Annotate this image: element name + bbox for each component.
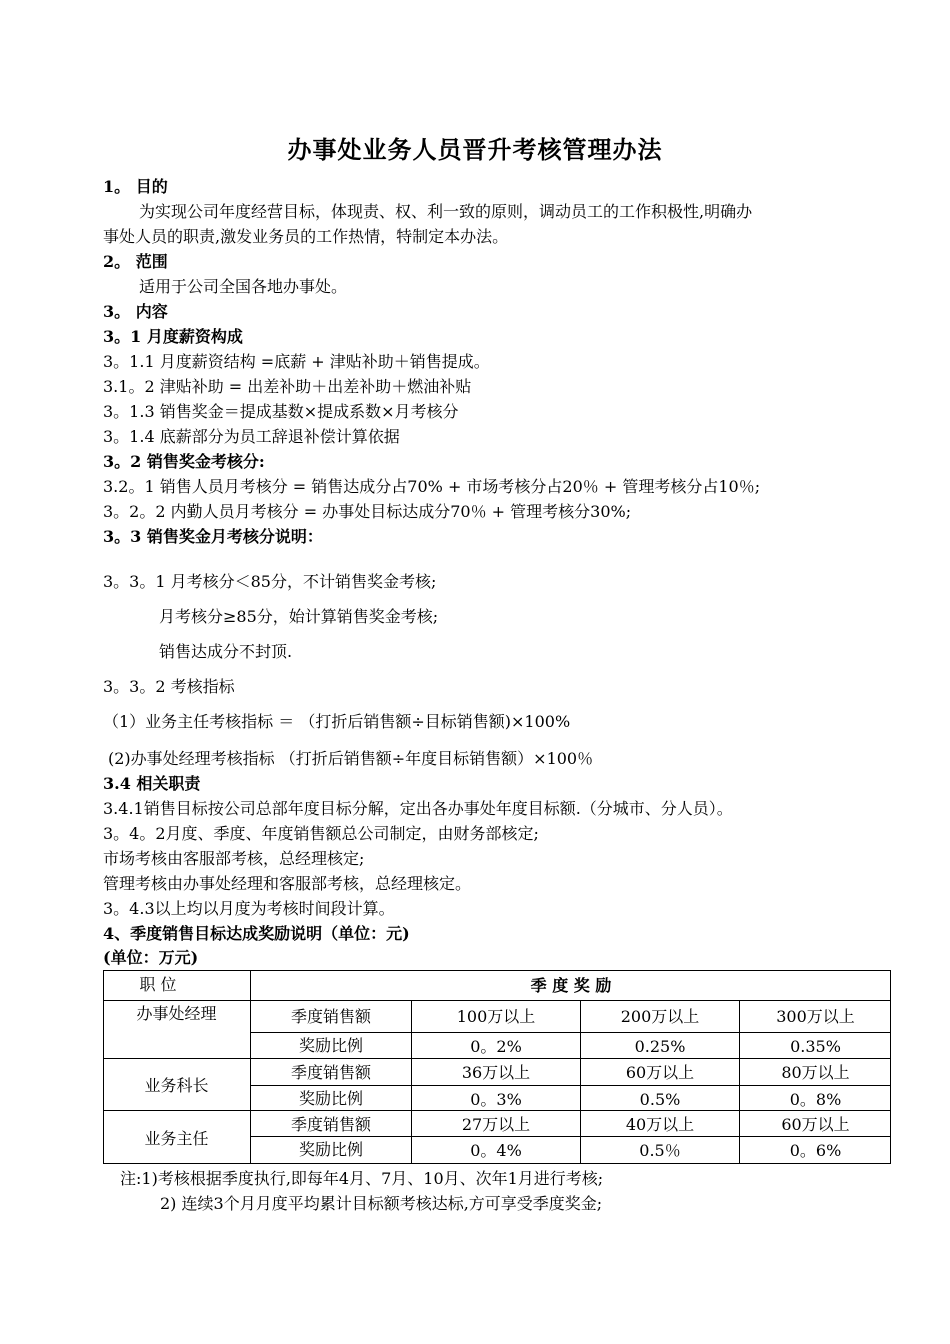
role-office-manager: 办事处经理 — [136, 1004, 217, 1023]
role-supervisor: 业务主任 — [144, 1129, 209, 1148]
section-3-3-2-item1: （1）业务主任考核指标 ＝ （打折后销售额÷目标销售额)×100% — [103, 712, 571, 731]
sales-value: 27万以上 — [461, 1115, 531, 1134]
section-3-3-1-b: 月考核分≥85分，始计算销售奖金考核; — [159, 607, 439, 626]
ratio-value: 0。6% — [789, 1141, 842, 1160]
section-3-1-heading: 3。1 月度薪资构成 — [103, 327, 243, 346]
document-title: 办事处业务人员晋升考核管理办法 — [287, 135, 663, 164]
section-3-1-4: 3。1.4 底薪部分为员工辞退补偿计算依据 — [103, 427, 400, 446]
section-3-4-2-c: 管理考核由办事处经理和客服部考核，总经理核定。 — [103, 874, 472, 893]
header-position: 职 位 — [139, 975, 177, 994]
section-3-3-1-c: 销售达成分不封顶. — [159, 642, 293, 661]
sales-value: 200万以上 — [620, 1007, 700, 1026]
note-2: 2) 连续3个月月度平均累计目标额考核达标,方可享受季度奖金; — [160, 1194, 603, 1213]
sales-label: 季度销售额 — [290, 1115, 371, 1134]
sales-label: 季度销售额 — [290, 1063, 371, 1082]
section-2-text: 适用于公司全国各地办事处。 — [139, 277, 348, 296]
sales-value: 36万以上 — [461, 1063, 531, 1082]
section-4-heading: 4、季度销售目标达成奖励说明（单位：元) — [103, 924, 410, 943]
ratio-label: 奖励比例 — [298, 1036, 363, 1055]
section-1-text-line1: 为实现公司年度经营目标，体现责、权、利一致的原则，调动员工的工作积极性,明确办 — [139, 202, 753, 221]
role-section-chief: 业务科长 — [144, 1076, 209, 1095]
note-1: 注:1)考核根据季度执行,即每年4月、7月、10月、次年1月进行考核; — [120, 1169, 604, 1188]
section-3-4-heading: 3.4 相关职责 — [103, 774, 201, 793]
ratio-value: 0。3% — [470, 1090, 522, 1109]
section-3-3-1: 3。3。1 月考核分＜85分，不计销售奖金考核; — [103, 572, 437, 591]
section-3-3-2: 3。3。2 考核指标 — [103, 677, 235, 696]
section-3-4-2-b: 市场考核由客服部考核，总经理核定; — [103, 849, 365, 868]
section-1-heading: 1。 目的 — [103, 177, 168, 196]
sales-value: 100万以上 — [456, 1007, 536, 1026]
header-reward: 季 度 奖 励 — [530, 976, 612, 995]
ratio-value: 0.5％ — [639, 1141, 681, 1160]
section-2-heading: 2。 范围 — [103, 252, 168, 271]
sales-value: 300万以上 — [776, 1007, 855, 1026]
ratio-value: 0。2% — [470, 1037, 522, 1056]
section-3-3-2-item2: (2)办事处经理考核指标 （打折后销售额÷年度目标销售额）×100％ — [108, 749, 594, 768]
ratio-value: 0.25% — [634, 1037, 686, 1056]
sales-value: 60万以上 — [781, 1115, 850, 1134]
section-3-3-heading: 3。3 销售奖金月考核分说明： — [103, 527, 323, 546]
reward-table — [103, 970, 891, 1164]
ratio-value: 0.5% — [639, 1090, 681, 1109]
section-3-2-heading: 3。2 销售奖金考核分: — [103, 452, 265, 471]
sales-value: 80万以上 — [781, 1063, 850, 1082]
section-3-heading: 3。 内容 — [103, 302, 168, 321]
ratio-value: 0。4% — [470, 1141, 522, 1160]
section-1-text-line2: 事处人员的职责,激发业务员的工作热情，特制定本办法。 — [103, 227, 509, 246]
section-3-1-2: 3.1。2 津贴补助 = 出差补助＋出差补助＋燃油补贴 — [103, 377, 472, 396]
ratio-label: 奖励比例 — [298, 1089, 363, 1108]
section-3-4-1: 3.4.1销售目标按公司总部年度目标分解，定出各办事处年度目标额.（分城市、分人员）。 — [103, 799, 733, 818]
sales-value: 60万以上 — [625, 1063, 695, 1082]
section-3-4-3: 3。4.3以上均以月度为考核时间段计算。 — [103, 899, 395, 918]
ratio-value: 0。8% — [789, 1090, 842, 1109]
section-3-4-2: 3。4。2月度、季度、年度销售额总公司制定，由财务部核定; — [103, 824, 539, 843]
section-3-1-3: 3。1.3 销售奖金＝提成基数×提成系数×月考核分 — [103, 402, 459, 421]
section-3-2-1: 3.2。1 销售人员月考核分 = 销售达成分占70% + 市场考核分占20％ + 管理考核分占10％; — [103, 477, 761, 496]
ratio-value: 0.35% — [790, 1037, 841, 1056]
sales-value: 40万以上 — [625, 1115, 695, 1134]
sales-label: 季度销售额 — [290, 1007, 371, 1026]
section-3-1-1: 3。1.1 月度薪资结构 =底薪 + 津贴补助＋销售提成。 — [103, 352, 490, 371]
section-3-2-2: 3。2。2 内勤人员月考核分 = 办事处目标达成分70％ + 管理考核分30%; — [103, 502, 632, 521]
unit-note: (单位：万元) — [103, 948, 199, 967]
ratio-label: 奖励比例 — [298, 1140, 363, 1159]
